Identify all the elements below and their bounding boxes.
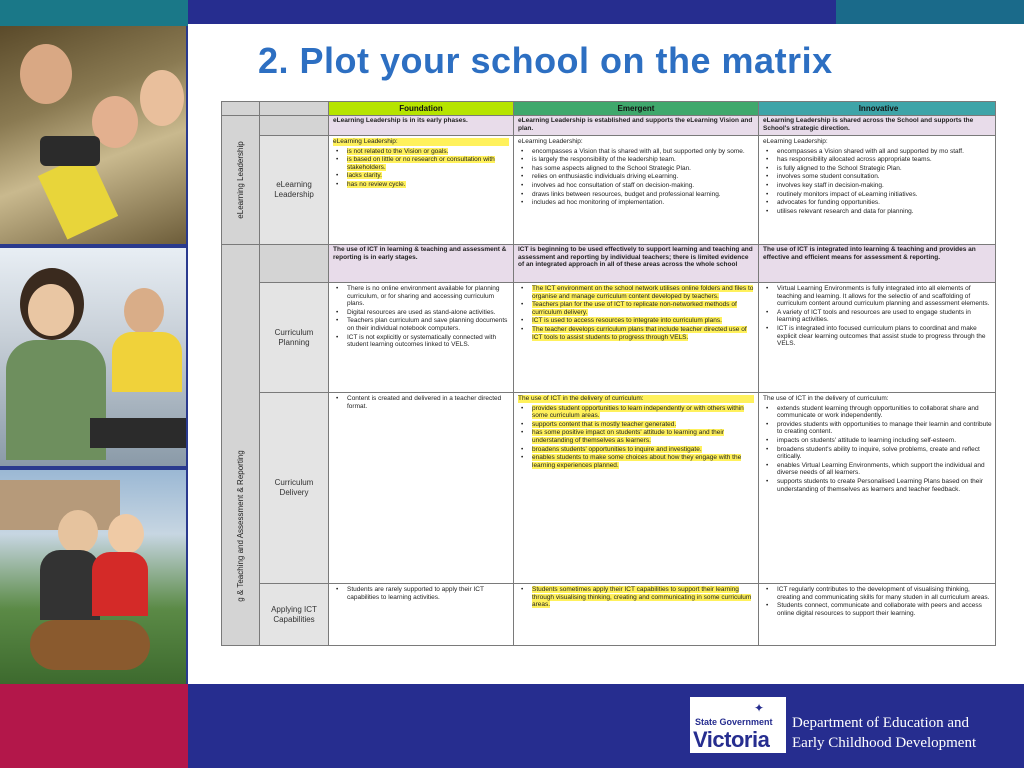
list-item: • has responsibility allocated across appropriate teams. bbox=[763, 156, 994, 164]
list-item: • The ICT environment on the school network utilises online folders and files to organise and manage curriculum content developed by teachers. bbox=[518, 285, 754, 300]
list-item: • is largely the responsibility of the leadership team. bbox=[518, 156, 754, 164]
list bbox=[518, 586, 754, 609]
list-item: • ICT is used to access resources to integrate into curriculum plans. bbox=[518, 317, 754, 325]
list bbox=[763, 586, 994, 617]
photo-child-rocking-horse bbox=[0, 470, 186, 684]
list bbox=[333, 395, 509, 410]
photo-column bbox=[0, 26, 188, 684]
department-line-1: Department of Education and bbox=[792, 715, 970, 731]
cell-leadership-innovative bbox=[759, 136, 996, 245]
list-item: • Teachers plan for the use of ICT to replicate non-networked methods of curriculum delivery. bbox=[518, 301, 754, 316]
cell-delivery-emergent bbox=[514, 393, 759, 584]
list-item: • lacks clarity. bbox=[333, 172, 509, 180]
cell-intro: eLearning Leadership: bbox=[763, 138, 828, 145]
photo-students-camera bbox=[0, 26, 186, 244]
list-item: • involves key staff in decision-making. bbox=[763, 182, 994, 190]
list-item: • supports content that is mostly teacher generated. bbox=[518, 421, 754, 429]
star-icon: ✦ bbox=[754, 701, 765, 715]
cell-intro: eLearning Leadership: bbox=[333, 138, 509, 146]
band1-innovative: eLearning Leadership is shared across the School and supports the School's strategic direction. bbox=[759, 116, 996, 136]
cell-planning-foundation bbox=[329, 283, 514, 393]
photo-children-computer bbox=[0, 248, 186, 466]
list-item: • Virtual Learning Environments is fully integrated into all elements of teaching and learning. It allows for the selectio of and scaffolding of curriculum content around curriculum planning and assessment elements. bbox=[763, 285, 994, 308]
list-item: • supports students to create Personalised Learning Plans based on their understanding of themselves as learners and teacher feedback. bbox=[763, 478, 994, 493]
list-item: • Content is created and delivered in a teacher directed format. bbox=[333, 395, 509, 410]
list-item: • provides student opportunities to learn independently or with others within some curriculum areas. bbox=[518, 405, 754, 420]
band2-innovative: The use of ICT is integrated into learning & teaching and provides an effective and efficient means for assessment & reporting. bbox=[759, 245, 996, 283]
row-label-planning: Curriculum Planning bbox=[260, 283, 329, 393]
row-label-delivery: Curriculum Delivery bbox=[260, 393, 329, 584]
list-item: • ICT regularly contributes to the development of visualising thinking, creating and communicating skills for many studen in all curriculum areas. bbox=[763, 586, 994, 601]
cell-capabilities-emergent bbox=[514, 584, 759, 646]
list-item: • enables Virtual Learning Environments, which support the individual and diverse needs of all learners. bbox=[763, 462, 994, 477]
section-leadership bbox=[222, 116, 260, 245]
list-item: • The teacher develops curriculum plans that include teacher directed use of ICT tools to assist students to progress through VELS. bbox=[518, 326, 754, 341]
top-accent-bar bbox=[0, 0, 188, 26]
list-item: • Teachers plan curriculum and save planning documents on their individual notebook computers. bbox=[333, 317, 509, 332]
header-corner-2 bbox=[260, 102, 329, 116]
list-item: • encompasses a Vision that is shared with all, but supported only by some. bbox=[518, 148, 754, 156]
section-leadership-label: eLearning Leadership bbox=[235, 141, 245, 219]
row-label-capabilities: Applying ICT Capabilities bbox=[260, 584, 329, 646]
top-navy-bar bbox=[188, 0, 836, 24]
band2-emergent: ICT is beginning to be used effectively to support learning and teaching and assessment and reporting by individual teachers; there is limited evidence of an integrated approach in all of these areas across the whole school bbox=[514, 245, 759, 283]
list-item: • involves some student consultation. bbox=[763, 173, 994, 181]
list-item: • A variety of ICT tools and resources are used to engage students in learning activities. bbox=[763, 309, 994, 324]
list-item: • includes ad hoc monitoring of implementation. bbox=[518, 199, 754, 207]
list bbox=[763, 148, 994, 216]
list bbox=[333, 285, 509, 349]
list-item: • enables students to make some choices about how they engage with the learning experiences planned. bbox=[518, 454, 754, 469]
list-item: • extends student learning through opportunities to collaborat share and communicate or work independently. bbox=[763, 405, 994, 420]
header-foundation: Foundation bbox=[329, 102, 514, 116]
cell-leadership-emergent bbox=[514, 136, 759, 245]
band2-foundation: The use of ICT in learning & teaching and assessment & reporting is in early stages. bbox=[329, 245, 514, 283]
list-item: • has no review cycle. bbox=[333, 181, 509, 189]
header-emergent: Emergent bbox=[514, 102, 759, 116]
band1-spacer bbox=[260, 116, 329, 136]
top-right-bar bbox=[836, 0, 1024, 24]
list-item: • routinely monitors impact of eLearning initiatives. bbox=[763, 191, 994, 199]
list-item: • broadens students' opportunities to inquire and investigate. bbox=[518, 446, 754, 454]
slide-title: 2. Plot your school on the matrix bbox=[258, 40, 833, 81]
cell-planning-innovative bbox=[759, 283, 996, 393]
list-item: • advocates for funding opportunities. bbox=[763, 199, 994, 207]
list-item: • There is no online environment available for planning curriculum, or for sharing and accessing curriculum plans. bbox=[333, 285, 509, 308]
list-item: • Students sometimes apply their ICT capabilities to support their learning through visualising thinking, creating and communicating in some curriculum areas. bbox=[518, 586, 754, 609]
list-item: • draws links between resources, budget and professional learning. bbox=[518, 191, 754, 199]
list-item: • encompasses a Vision shared with all and supported by mo staff. bbox=[763, 148, 994, 156]
list bbox=[518, 405, 754, 470]
band1-emergent: eLearning Leadership is established and supports the eLearning Vision and plan. bbox=[514, 116, 759, 136]
list-item: • ICT is integrated into focused curriculum plans to coordinat and make explicit clear learning outcomes that assist stude to progress through the VELS. bbox=[763, 325, 994, 348]
cell-delivery-foundation bbox=[329, 393, 514, 584]
list-item: • Students are rarely supported to apply their ICT capabilities to learning activities. bbox=[333, 586, 509, 601]
list-item: • provides students with opportunities to manage their learnin and contribute to creating content. bbox=[763, 421, 994, 436]
list bbox=[518, 285, 754, 341]
list bbox=[333, 586, 509, 601]
logo-victoria: Victoria bbox=[693, 727, 770, 752]
cell-capabilities-foundation bbox=[329, 584, 514, 646]
list-item: • involves ad hoc consultation of staff on decision-making. bbox=[518, 182, 754, 190]
list-item: • impacts on students' attitude to learning including self-esteem. bbox=[763, 437, 994, 445]
section-teaching bbox=[222, 245, 260, 646]
department-line-2: Early Childhood Development bbox=[792, 735, 977, 751]
list bbox=[763, 405, 994, 494]
band1-foundation: eLearning Leadership is in its early phases. bbox=[329, 116, 514, 136]
list-item: • has some positive impact on students' attitude to learning and their understanding of themselves as learners. bbox=[518, 429, 754, 444]
cell-capabilities-innovative bbox=[759, 584, 996, 646]
header-innovative: Innovative bbox=[759, 102, 996, 116]
cell-planning-emergent bbox=[514, 283, 759, 393]
bottom-accent-bar bbox=[0, 684, 188, 768]
victoria-logo bbox=[690, 697, 786, 753]
list bbox=[518, 148, 754, 207]
cell-intro: The use of ICT in the delivery of curriculum: bbox=[518, 395, 754, 403]
list-item: • ICT is not explicitly or systematically connected with student learning outcomes linked to VELS. bbox=[333, 334, 509, 349]
cell-intro: eLearning Leadership: bbox=[518, 138, 583, 145]
list-item: • has some aspects aligned to the School Strategic Plan. bbox=[518, 165, 754, 173]
section-teaching-label: g & Teaching and Assessment & Reporting bbox=[235, 449, 245, 602]
list-item: • Digital resources are used as stand-alone activities. bbox=[333, 309, 509, 317]
list bbox=[763, 285, 994, 348]
cell-leadership-foundation bbox=[329, 136, 514, 245]
band2-spacer bbox=[260, 245, 329, 283]
list-item: • is not related to the Vision or goals. bbox=[333, 148, 509, 156]
row-label-leadership: eLearning Leadership bbox=[260, 136, 329, 245]
header-corner bbox=[222, 102, 260, 116]
cell-intro: The use of ICT in the delivery of curriculum: bbox=[763, 395, 889, 402]
logo-state-government: State Government bbox=[695, 717, 773, 727]
list bbox=[333, 148, 509, 189]
list-item: • is based on little or no research or consultation with stakeholders. bbox=[333, 156, 509, 171]
elearning-matrix bbox=[221, 101, 996, 646]
list-item: • relies on enthusiastic individuals driving eLearning. bbox=[518, 173, 754, 181]
department-name bbox=[792, 713, 976, 753]
list-item: • is fully aligned to the School Strategic Plan. bbox=[763, 165, 994, 173]
list-item: • broadens student's ability to inquire, solve problems, create and reflect critically. bbox=[763, 446, 994, 461]
list-item: • Students connect, communicate and collaborate with peers and access online digital resources to support their learning. bbox=[763, 602, 994, 617]
list-item: • utilises relevant research and data for planning. bbox=[763, 208, 994, 216]
cell-delivery-innovative bbox=[759, 393, 996, 584]
